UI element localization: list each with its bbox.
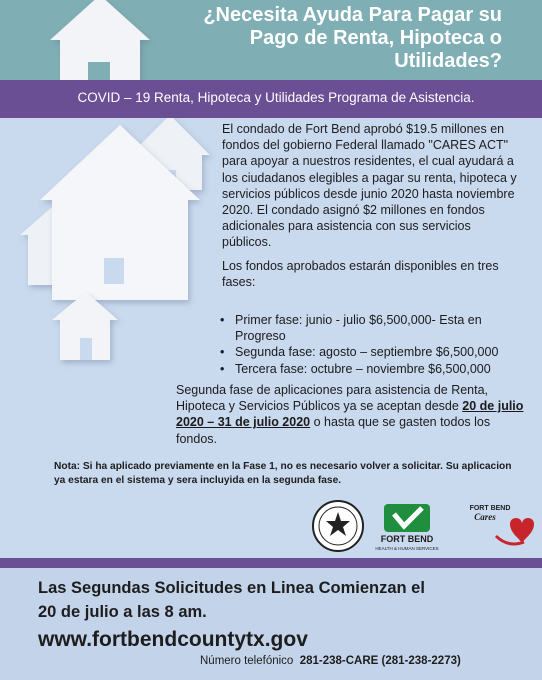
second-phase-end: o hasta que se gasten todos los fondos.: [176, 415, 491, 446]
fortbend-cares-logo: [470, 505, 534, 544]
phases-intro: Los fondos aprobados estarán disponibles en tres fases:: [222, 258, 499, 289]
footer-divider: [0, 558, 542, 568]
phase-item: • Segunda fase: agosto – septiembre $6,500,000: [220, 344, 520, 360]
phase-item: • Tercera fase: octubre – noviembre $6,500,000: [220, 361, 520, 377]
phase-item: • Primer fase: junio - julio $6,500,000- Esta en Progreso: [220, 312, 520, 344]
second-phase-text: [176, 382, 526, 447]
cares-logo-sub: Cares: [474, 512, 496, 522]
headline-line-2: Pago de Renta, Hipoteca o: [249, 27, 502, 49]
launch-info: [38, 576, 518, 624]
logos-row: [300, 496, 540, 556]
website-link[interactable]: www.fortbendcountytx.gov: [38, 628, 308, 651]
county-seal-icon: [313, 501, 363, 551]
second-phase-intro: Segunda fase de aplicaciones para asistencia de Renta, Hipoteca y Servicios Públicos ya se aceptan desde: [176, 383, 489, 414]
phases-list: [220, 312, 520, 377]
phone-number: 281-238-CARE (281-238-2273): [299, 655, 461, 667]
subtitle-text: COVID – 19 Renta, Hipoteca y Utilidades Programa de Asistencia.: [77, 90, 475, 105]
second-phase-dates: 20 de julio 2020 – 31 de julio 2020: [176, 399, 524, 430]
fortbend-logo-label: FORT BEND: [380, 534, 434, 544]
funding-paragraph: El condado de Fort Bend aprobó $19.5 millones en fondos del gobierno Federal llamado "CARES ACT" para apoyar a nuestros residentes, el cual ayudará a los ciudadanos elegibles a pagar su renta, hipoteca y servicios públicos desde junio 2020 hasta noviembre 2020. El condado asignó $2 millones en fondos adicionales para asistencia con sus servicios públicos.: [222, 122, 517, 250]
intro-text: [222, 121, 522, 297]
cares-logo-title: FORT BEND: [469, 505, 511, 512]
heart-icon: [510, 518, 534, 544]
headline-line-1: ¿Necesita Ayuda Para Pagar su: [203, 4, 502, 26]
headline-line-3: Utilidades?: [394, 50, 502, 72]
fortbend-logo-sub: HEALTH & HUMAN SERVICES: [375, 546, 439, 551]
headline: [82, 4, 502, 73]
subtitle: [0, 90, 542, 105]
phone-info: [200, 655, 461, 667]
fortbend-hhs-logo: [375, 504, 438, 551]
launch-line-1: Las Segundas Solicitudes en Linea Comienzan el: [38, 579, 425, 597]
launch-line-2: 20 de julio a las 8 am.: [38, 603, 207, 621]
phone-label: Número telefónico: [200, 655, 294, 667]
note: Nota: Si ha aplicado previamente en la Fase 1, no es necesario volver a solicitar. Su aplicacion ya estara en el sistema y sera incluyida en la segunda fase.: [54, 461, 512, 486]
